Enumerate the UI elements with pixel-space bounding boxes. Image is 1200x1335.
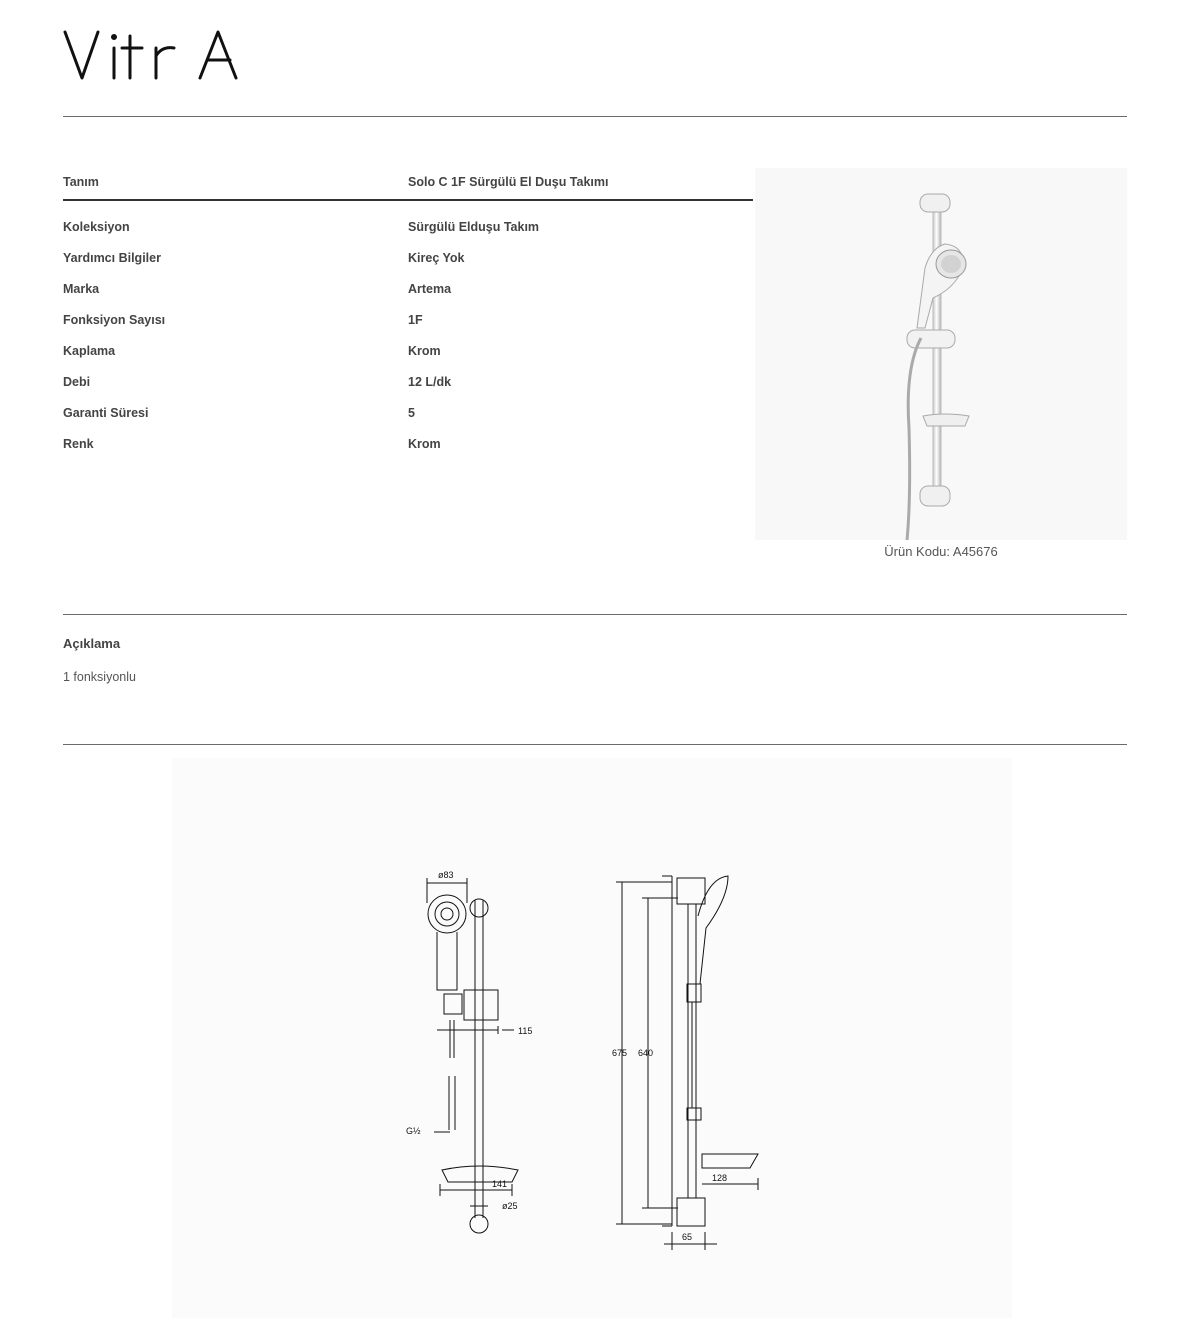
spec-value: 1F — [408, 312, 423, 327]
spec-table — [63, 165, 753, 459]
dim-115: 115 — [518, 1026, 533, 1036]
top-divider — [63, 116, 1127, 117]
spec-row — [63, 397, 753, 428]
spec-label: Kaplama — [63, 343, 116, 358]
vitra-logo — [62, 26, 252, 88]
spec-label: Debi — [63, 374, 91, 389]
spec-row — [63, 366, 753, 397]
dim-128: 128 — [712, 1173, 728, 1183]
technical-drawing — [172, 758, 1012, 1318]
dim-675: 675 — [612, 1048, 628, 1058]
spec-value: Sürgülü Elduşu Takım — [408, 219, 540, 234]
description-text: 1 fonksiyonlu — [63, 670, 136, 684]
spec-label: Garanti Süresi — [63, 405, 149, 420]
spec-row — [63, 273, 753, 304]
spec-value: 5 — [408, 405, 415, 420]
spec-header-label: Tanım — [63, 175, 99, 189]
spec-row — [63, 428, 753, 459]
spec-label: Koleksiyon — [63, 219, 130, 234]
product-photo — [755, 168, 1127, 540]
dim-65: 65 — [682, 1232, 693, 1242]
spec-label: Marka — [63, 281, 100, 296]
middle-divider — [63, 614, 1127, 615]
product-code: Ürün Kodu: A45676 — [884, 544, 998, 559]
spec-header-value: Solo C 1F Sürgülü El Duşu Takımı — [408, 175, 609, 189]
spec-value: Krom — [408, 343, 441, 358]
dim-141: 141 — [492, 1179, 508, 1189]
description-title: Açıklama — [63, 636, 121, 651]
spec-label: Yardımcı Bilgiler — [63, 250, 161, 265]
spec-row — [63, 304, 753, 335]
spec-header-row — [63, 165, 753, 201]
spec-label: Fonksiyon Sayısı — [63, 312, 166, 327]
spec-value: Artema — [408, 281, 452, 296]
dim-head-diameter: ø83 — [438, 870, 454, 880]
lower-divider — [63, 744, 1127, 745]
dim-thread: G½ — [406, 1126, 421, 1136]
spec-row — [63, 242, 753, 273]
spec-value: Kireç Yok — [408, 250, 465, 265]
spec-value: Krom — [408, 436, 441, 451]
spec-value: 12 L/dk — [408, 374, 452, 389]
spec-label: Renk — [63, 436, 94, 451]
spec-row — [63, 335, 753, 366]
spec-row — [63, 211, 753, 242]
dim-bar-diameter: ø25 — [502, 1201, 518, 1211]
dim-640: 640 — [638, 1048, 654, 1058]
